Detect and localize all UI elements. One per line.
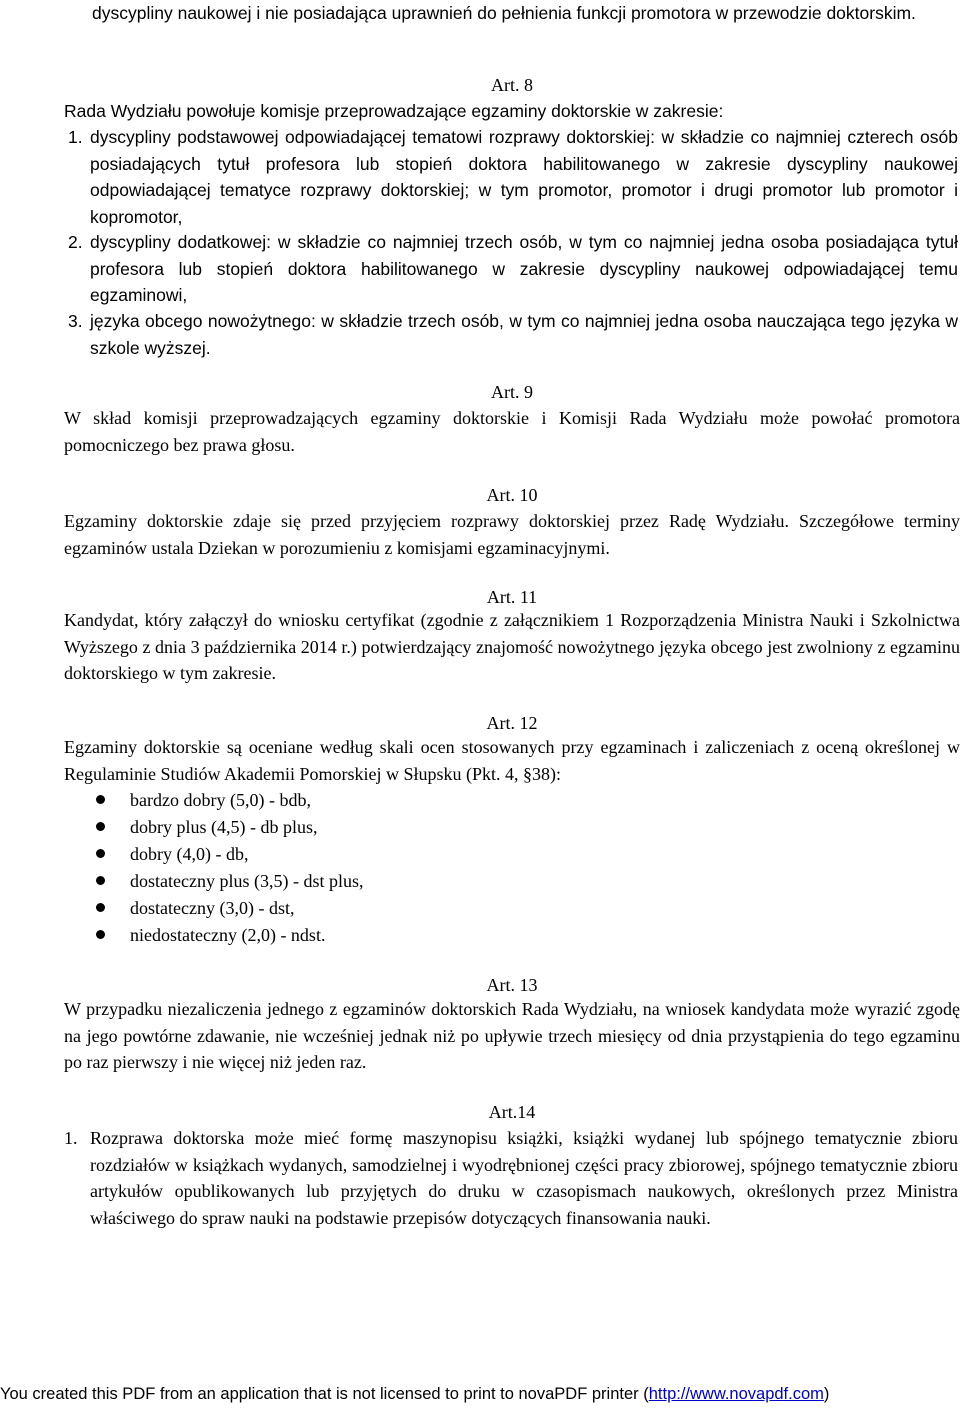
art7-tail-paragraph: dyscypliny naukowej i nie posiadająca uprawnień do pełnienia funkcji promotora w przewodzie doktorskim. xyxy=(92,3,916,23)
art8-item-3 xyxy=(68,308,958,361)
art11-heading: Art. 11 xyxy=(486,587,538,607)
art12-heading: Art. 12 xyxy=(486,713,538,733)
art8-heading: Art. 8 xyxy=(491,75,533,95)
art13-heading: Art. 13 xyxy=(486,975,538,995)
list-item-number: 1. xyxy=(64,1128,78,1148)
art8-item-2 xyxy=(68,229,958,309)
grade-list-item: niedostateczny (2,0) - ndst. xyxy=(96,922,696,949)
list-item-text: Rozprawa doktorska może mieć formę maszynopisu książki, książki wydanej lub spójnego tematycznie zbioru rozdziałów w książkach wydanych, samodzielnej i wyodrębnionej części pracy zbiorowej, spójnego tematycznie zbioru artykułów opublikowanych lub przyjętych do druku w czasopismach naukowych, określonych przez Ministra właściwego do spraw nauki na podstawie przepisów dotyczących finansowania nauki. xyxy=(90,1128,958,1228)
art9-paragraph: W skład komisji przeprowadzających egzaminy doktorskie i Komisji Rada Wydziału może powołać promotora pomocniczego bez prawa głosu. xyxy=(64,408,960,455)
art12-paragraph: Egzaminy doktorskie są oceniane według skali ocen stosowanych przy egzaminach i zaliczeniach z oceną określonej w Regulaminie Studiów Akademii Pomorskiej w Słupsku (Pkt. 4, §38): xyxy=(64,737,960,784)
art13-paragraph: W przypadku niezaliczenia jednego z egzaminów doktorskich Rada Wydziału, na wniosek kandydata może wyrazić zgodę na jego powtórne zdawanie, nie wcześniej jednak niż po upływie trzech miesięcy od dnia przystąpienia do tego egzaminu po raz pierwszy i nie więcej niż jeden raz. xyxy=(64,999,960,1072)
grade-list-item: dobry (4,0) - db, xyxy=(96,841,696,868)
bullet-icon xyxy=(96,849,105,858)
list-item-text: dyscypliny podstawowej odpowiadającej tematowi rozprawy doktorskiej: w składzie co najmniej czterech osób posiadających tytuł profesora lub stopień doktora habilitowanego w zakresie dyscypliny naukowej odpowiadającej tematyce rozprawy doktorskiej; w tym promotor, promotor i drugi promotor lub promotor i kopromotor, xyxy=(90,127,958,227)
grade-list-item: dostateczny plus (3,5) - dst plus, xyxy=(96,868,696,895)
art10-heading: Art. 10 xyxy=(486,485,538,505)
art14-heading: Art.14 xyxy=(488,1102,536,1122)
list-item-text: dyscypliny dodatkowej: w składzie co najmniej trzech osób, w tym co najmniej jedna osoba posiadająca tytuł profesora lub stopień doktora habilitowanego w zakresie dyscypliny naukowej odpowiadającej temu egzaminowi, xyxy=(90,232,958,305)
art9-heading: Art. 9 xyxy=(491,382,533,402)
bullet-icon xyxy=(96,903,105,912)
list-item-number: 2. xyxy=(68,232,83,252)
footer-text: You created this PDF from an application that is not licensed to print to novaPDF printer ( xyxy=(0,1385,649,1403)
art11-paragraph: Kandydat, który załączył do wniosku certyfikat (zgodnie z załącznikiem 1 Rozporządzenia Ministra Nauki i Szkolnictwa Wyższego z dnia 3 października 2014 r.) potwierdzający znajomość nowożytnego języka obcego jest zwolniony z egzaminu doktorskiego w tym zakresie. xyxy=(64,610,960,683)
footer-suffix: ) xyxy=(823,1385,830,1403)
list-item-number: 3. xyxy=(68,311,83,331)
list-item-text: języka obcego nowożytnego: w składzie trzech osób, w tym co najmniej jedna osoba nauczająca tego języka w szkole wyższej. xyxy=(90,311,958,358)
pdf-printer-footer xyxy=(0,1383,960,1405)
art10-paragraph: Egzaminy doktorskie zdaje się przed przyjęciem rozprawy doktorskiej przez Radę Wydziału. Szczegółowe terminy egzaminów ustala Dziekan w porozumieniu z komisjami egzaminacyjnymi. xyxy=(64,511,960,558)
art8-item-1 xyxy=(68,124,958,230)
bullet-icon xyxy=(96,822,105,831)
list-item-number: 1. xyxy=(68,127,83,147)
grade-list-item: bardzo dobry (5,0) - bdb, xyxy=(96,787,696,814)
novapdf-link[interactable]: http://www.novapdf.com xyxy=(648,1385,824,1403)
grade-list-item: dobry plus (4,5) - db plus, xyxy=(96,814,696,841)
grade-list-item: dostateczny (3,0) - dst, xyxy=(96,895,696,922)
bullet-icon xyxy=(96,876,105,885)
art14-item-1 xyxy=(64,1125,958,1231)
art8-intro: Rada Wydziału powołuje komisje przeprowadzające egzaminy doktorskie w zakresie: xyxy=(64,101,724,121)
bullet-icon xyxy=(96,795,105,804)
bullet-icon xyxy=(96,930,105,939)
